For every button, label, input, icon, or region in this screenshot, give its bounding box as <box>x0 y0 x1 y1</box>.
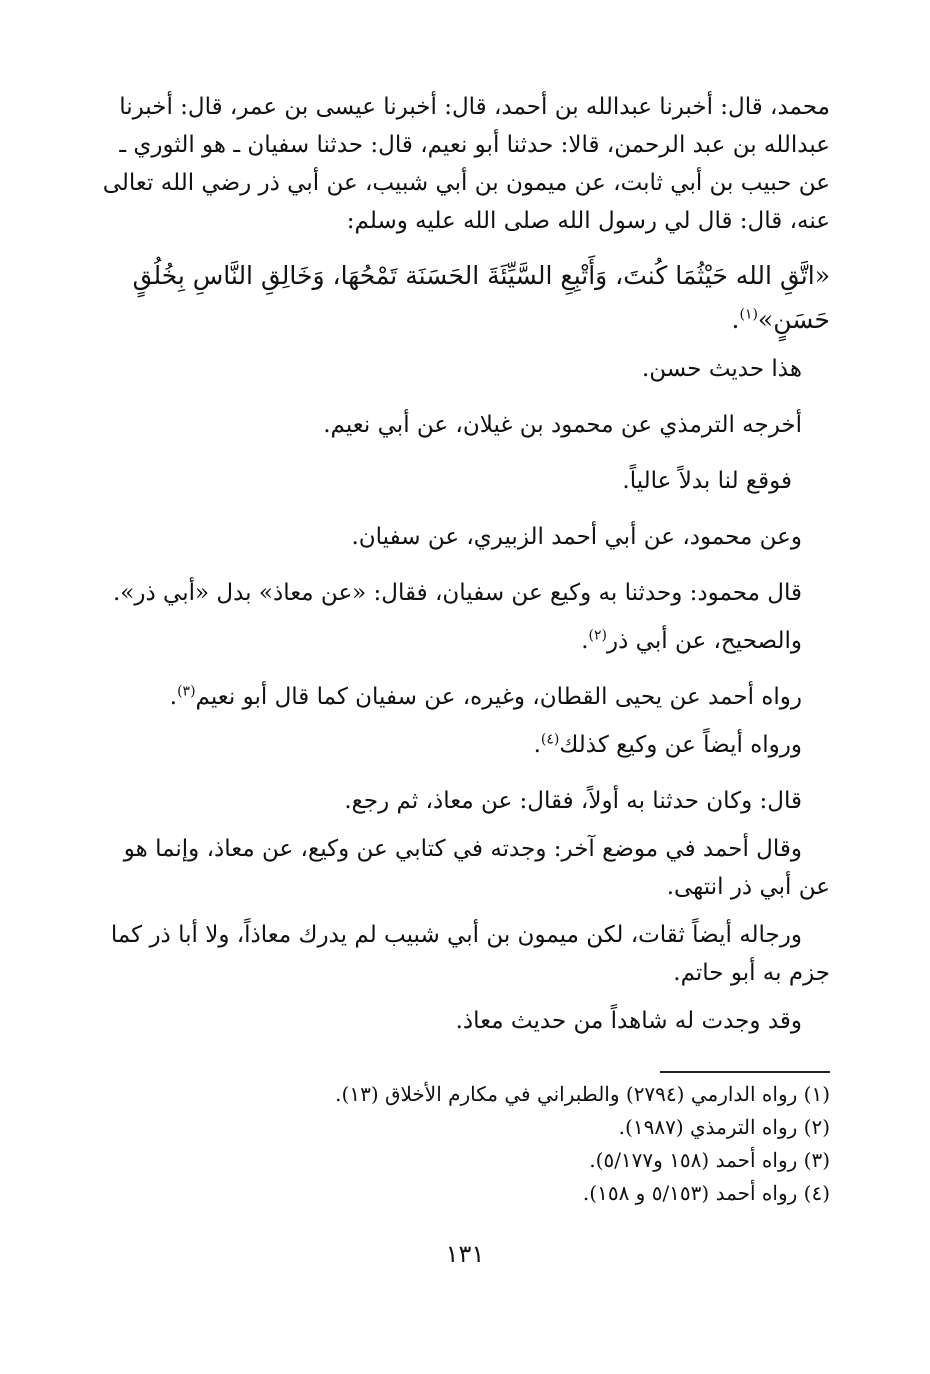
footnotes <box>210 1078 830 1210</box>
text-line: وقد وجدت له شاهداً من حديث معاذ. <box>455 1008 802 1034</box>
footnote-separator <box>660 1071 830 1073</box>
text-line: قال محمود: وحدثنا به وكيع عن سفيان، فقال: «عن معاذ» بدل «أبي ذر». <box>113 580 802 606</box>
hadith-line: «اتَّقِ الله حَيْثُمَا كُنتَ، وَأَتْبِعِ السَّيِّئَةَ الحَسَنَة تَمْحُهَا، وَخَالِقِ النَّاسِ بِخُلُقٍ <box>132 261 830 290</box>
footnote: (٣) رواه أحمد (١٥٨ و٥/١٧٧). <box>589 1148 830 1172</box>
footnote-ref: (٣) <box>177 683 196 700</box>
text-line: عنه، قال: قال لي رسول الله صلى الله عليه وسلم: <box>346 208 830 234</box>
text-line: عن حبيب بن أبي ثابت، عن ميمون بن أبي شبيب، عن أبي ذر رضي الله تعالى <box>102 170 830 196</box>
footnote-ref: (١) <box>739 306 758 323</box>
page-number: ١٣١ <box>445 1240 485 1268</box>
text-line: والصحيح، عن أبي ذر$^{(٢)}$. <box>581 627 802 654</box>
text-line: جزم به أبو حاتم. <box>673 960 830 986</box>
takhrij-line: أخرجه الترمذي عن محمود بن غيلان، عن أبي نعيم. <box>323 412 802 438</box>
uluw-line: فوقع لنا بدلاً عالياً. <box>622 468 792 494</box>
text-line: ورجاله أيضاً ثقات، لكن ميمون بن أبي شبيب لم يدرك معاذاً، ولا أبا ذر كما <box>110 922 802 948</box>
hadith-grade: هذا حديث حسن. <box>641 356 802 382</box>
footnote-ref: (٢) <box>588 627 608 644</box>
text-line: عبدالله بن عبد الرحمن، قالا: حدثنا أبو نعيم، قال: حدثنا سفيان ـ هو الثوري ـ <box>119 132 830 158</box>
text-line: ورواه أيضاً عن وكيع كذلك$^{(٤)}$. <box>533 731 802 758</box>
text-line: محمد، قال: أخبرنا عبدالله بن أحمد، قال: أخبرنا عيسى بن عمر، قال: أخبرنا <box>119 94 830 120</box>
text-line: وعن محمود، عن أبي أحمد الزبيري، عن سفيان. <box>351 524 802 550</box>
text-line: وقال أحمد في موضع آخر: وجدته في كتابي عن وكيع، عن معاذ، وإنما هو <box>123 836 802 862</box>
footnote: (٢) رواه الترمذي (١٩٨٧). <box>618 1115 830 1139</box>
text-line: عن أبي ذر انتهى. <box>666 874 830 900</box>
footnote: (١) رواه الدارمي (٢٧٩٤) والطبراني في مكارم الأخلاق (١٣). <box>335 1082 830 1106</box>
text-line: قال: وكان حدثنا به أولاً، فقال: عن معاذ، ثم رجع. <box>344 788 802 814</box>
text-line: رواه أحمد عن يحيى القطان، وغيره، عن سفيان كما قال أبو نعيم$^{(٣)}$. <box>169 683 802 710</box>
footnote-ref: (٤) <box>540 731 560 748</box>
footnote: (٤) رواه أحمد (٥/١٥٣ و ١٥٨). <box>582 1181 830 1205</box>
main-text <box>102 88 830 1040</box>
hadith-line: حَسَنٍ»$^{(١)}$. <box>731 305 830 334</box>
